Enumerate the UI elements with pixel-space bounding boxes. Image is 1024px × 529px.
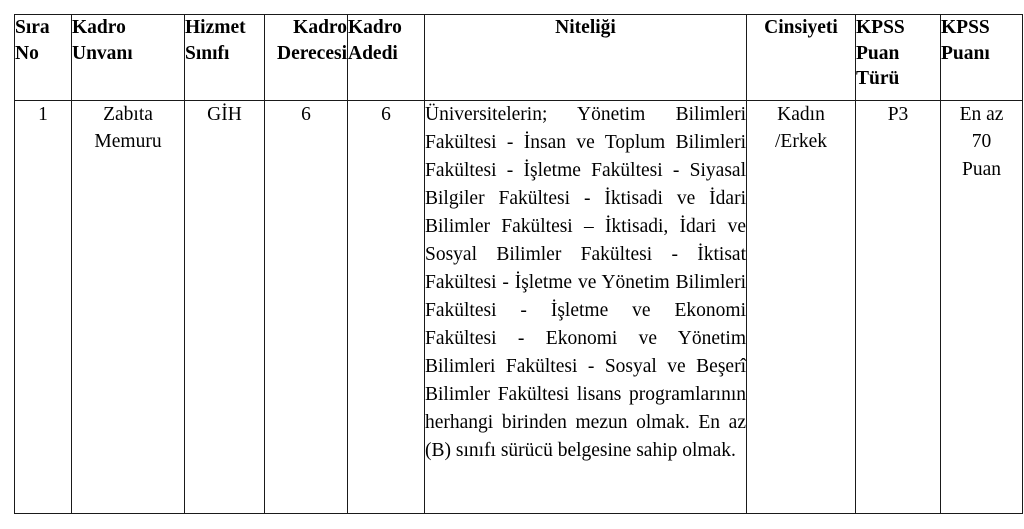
cell-kadro-derecesi: 6 bbox=[265, 101, 348, 514]
column-header-sira-no bbox=[15, 15, 72, 101]
cell-kpss-puani-line1: En az bbox=[959, 104, 1004, 125]
cell-kadro-unvani-line1: Zabıta bbox=[103, 104, 153, 125]
column-header-kadro-adedi bbox=[348, 15, 425, 101]
column-header-kpss-puani bbox=[941, 15, 1023, 101]
column-header-kpss-puan-turu-line3: Türü bbox=[856, 68, 900, 90]
column-header-kpss-puan-turu-line2: Puan bbox=[856, 42, 900, 64]
cell-kpss-puani-line2: 70 bbox=[971, 131, 992, 153]
column-header-sira-no-line1: Sıra bbox=[15, 17, 50, 38]
column-header-kadro-adedi-line2: Adedi bbox=[348, 42, 398, 64]
column-header-kadro-unvani-line2: Unvanı bbox=[72, 42, 133, 64]
cell-niteligi-text: Üniversitelerin; Yönetim Bilimleri Fakültesi - İnsan ve Toplum Bilimleri Fakültesi - İşletme Fakültesi - Siyasal Bilgiler Fakültesi - İktisadi ve İdari Bilimler Fakültesi – İktisadi, İdari ve Sosyal Bilimler Fakültesi - İktisat Fakültesi - İşletme ve Yönetim Bilimleri Fakültesi - İşletme ve Ekonomi Fakültesi - Ekonomi ve Yönetim Bilimleri Fakültesi - Sosyal ve Beşerî Bilimler Fakültesi lisans programlarının herhangi birinden mezun olmak. En az (B) sınıfı sürücü belgesine sahip olmak. bbox=[425, 104, 746, 461]
column-header-hizmet-sinifi bbox=[185, 15, 265, 101]
column-header-kpss-puan-turu bbox=[856, 15, 941, 101]
cell-kadro-unvani bbox=[72, 101, 185, 514]
column-header-niteligi bbox=[425, 15, 747, 101]
table-row bbox=[15, 101, 1023, 514]
column-header-niteligi-line1: Niteliği bbox=[555, 17, 616, 38]
column-header-hizmet-sinifi-line1: Hizmet bbox=[185, 17, 246, 38]
column-header-kadro-unvani bbox=[72, 15, 185, 101]
kadro-table bbox=[14, 14, 1023, 514]
column-header-kadro-adedi-line1: Kadro bbox=[348, 17, 402, 38]
column-header-kadro-derecesi bbox=[265, 15, 348, 101]
cell-kadro-adedi: 6 bbox=[348, 101, 425, 514]
cell-hizmet-sinifi: GİH bbox=[185, 101, 265, 514]
column-header-cinsiyeti bbox=[747, 15, 856, 101]
column-header-cinsiyeti-line1: Cinsiyeti bbox=[764, 17, 838, 38]
table-header-row bbox=[15, 15, 1023, 101]
column-header-kadro-derecesi-line2: Derecesi bbox=[276, 42, 347, 64]
cell-cinsiyeti-line1: Kadın bbox=[777, 104, 825, 125]
column-header-kpss-puan-turu-line1: KPSS bbox=[856, 17, 905, 38]
column-header-kadro-derecesi-line1: Kadro bbox=[293, 17, 347, 38]
cell-cinsiyeti-line2: /Erkek bbox=[775, 131, 827, 153]
cell-cinsiyeti bbox=[747, 101, 856, 514]
column-header-kadro-unvani-line1: Kadro bbox=[72, 17, 126, 38]
column-header-hizmet-sinifi-line2: Sınıfı bbox=[185, 42, 230, 64]
column-header-kpss-puani-line1: KPSS bbox=[941, 17, 990, 38]
column-header-sira-no-line2: No bbox=[15, 42, 39, 64]
cell-kpss-puan-turu: P3 bbox=[856, 101, 941, 514]
cell-niteligi bbox=[425, 101, 747, 514]
cell-kpss-puani-line3: Puan bbox=[962, 158, 1001, 180]
column-header-kpss-puani-line2: Puanı bbox=[941, 42, 990, 64]
cell-kpss-puani bbox=[941, 101, 1023, 514]
cell-sira-no: 1 bbox=[15, 101, 72, 514]
table-body bbox=[15, 101, 1023, 514]
table-header bbox=[15, 15, 1023, 101]
cell-kadro-unvani-line2: Memuru bbox=[94, 131, 162, 153]
